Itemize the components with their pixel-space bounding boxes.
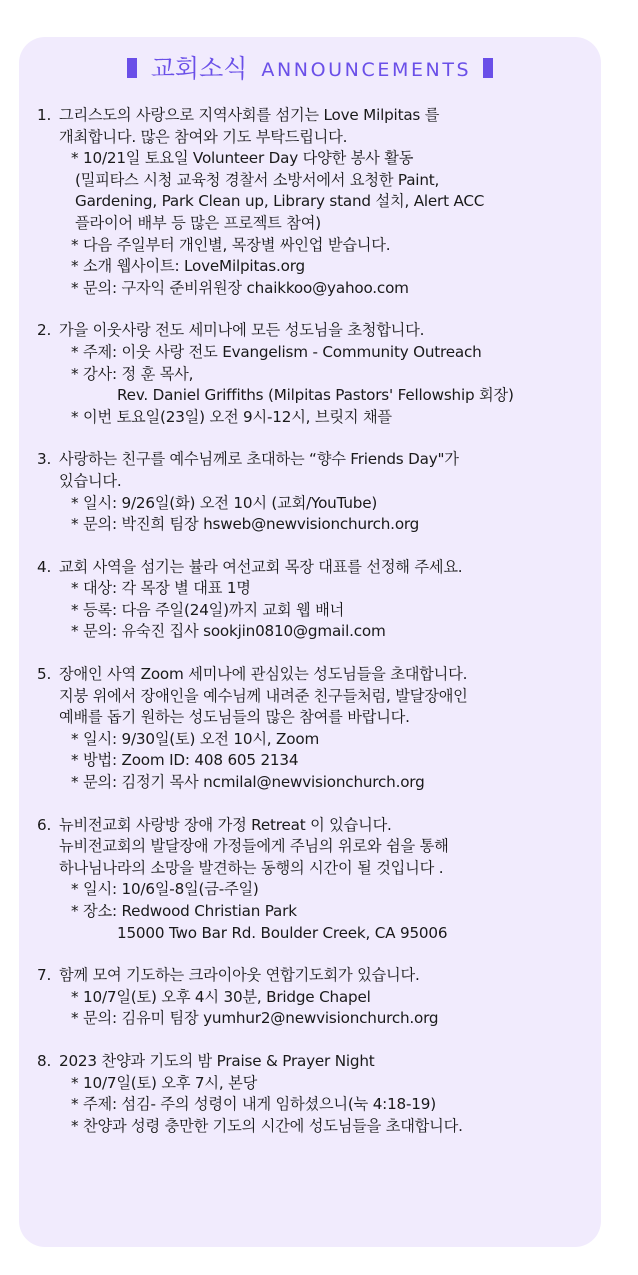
item-line: 있습니다. — [59, 471, 122, 490]
item-line: 함께 모여 기도하는 크라이아웃 연합기도회가 있습니다. — [59, 966, 420, 985]
item-line: * 문의: 김정기 목사 ncmilal@newvisionchurch.org — [71, 773, 425, 792]
announcement-list — [37, 105, 597, 1137]
title-korean: 교회소식 — [150, 54, 248, 83]
item-number: 5. — [37, 665, 52, 684]
item-line: * 10/21일 토요일 Volunteer Day 다양한 봉사 활동 — [71, 149, 414, 168]
item-line: * 10/7일(토) 오후 7시, 본당 — [71, 1073, 258, 1092]
item-line: Rev. Daniel Griffiths (Milpitas Pastors' Fellowship 회장) — [117, 386, 514, 405]
item-line: * 일시: 9/30일(토) 오전 10시, Zoom — [71, 729, 320, 748]
announcement-item-8 — [37, 1051, 597, 1137]
item-line: 하나님나라의 소망을 발견하는 동행의 시간이 될 것입니다 . — [59, 858, 444, 877]
announcements-header — [19, 49, 601, 85]
item-number: 1. — [37, 106, 52, 124]
announcement-item-3 — [37, 449, 597, 535]
item-line: * 장소: Redwood Christian Park — [71, 902, 297, 920]
item-line: * 찬양과 성령 충만한 기도의 시간에 성도님들을 초대합니다. — [71, 1116, 463, 1135]
item-line: * 강사: 정 훈 목사, — [71, 364, 194, 383]
item-line: 플라이어 배부 등 많은 프로젝트 참여) — [75, 213, 321, 232]
item-line: 그리스도의 사랑으로 지역사회를 섬기는 Love Milpitas 를 — [59, 106, 440, 124]
item-line: * 다음 주일부터 개인별, 목장별 싸인업 받습니다. — [71, 235, 391, 254]
item-line: * 문의: 구자익 준비위원장 chaikkoo@yahoo.com — [71, 278, 409, 297]
item-number: 4. — [37, 557, 52, 576]
announcement-item-6 — [37, 815, 597, 945]
item-line: * 주제: 이웃 사랑 전도 Evangelism - Community Outreach — [71, 342, 482, 361]
item-number: 7. — [37, 966, 52, 985]
right-bar-icon — [483, 58, 493, 78]
item-line: * 등록: 다음 주일(24일)까지 교회 웹 배너 — [71, 600, 345, 619]
item-line: 지붕 위에서 장애인을 예수님께 내려준 친구들처럼, 발달장애인 — [59, 686, 468, 705]
announcements-card — [19, 37, 601, 1247]
item-line: (밀피타스 시청 교육청 경찰서 소방서에서 요청한 Paint, — [75, 170, 440, 189]
left-bar-icon — [127, 58, 137, 78]
item-line: * 일시: 9/26일(화) 오전 10시 (교회/YouTube) — [71, 493, 378, 512]
item-line: * 방법: Zoom ID: 408 605 2134 — [71, 751, 299, 770]
item-line: * 문의: 유숙진 집사 sookjin0810@gmail.com — [71, 622, 386, 641]
announcement-item-4 — [37, 557, 597, 643]
item-line: * 문의: 김유미 팀장 yumhur2@newvisionchurch.org — [71, 1009, 439, 1028]
item-line: 사랑하는 친구를 예수님께로 초대하는 “향수 Friends Day"가 — [59, 450, 459, 469]
item-line: * 문의: 박진희 팀장 hsweb@newvisionchurch.org — [71, 515, 420, 534]
item-line: Gardening, Park Clean up, Library stand 설치, Alert ACC — [75, 192, 485, 211]
item-line: 개최합니다. 많은 참여와 기도 부탁드립니다. — [59, 127, 348, 146]
item-line: * 주제: 섬김- 주의 성령이 내게 임하셨으니(눅 4:18-19) — [71, 1095, 436, 1114]
item-line: 예배를 돕기 원하는 성도님들의 많은 참여를 바랍니다. — [59, 708, 410, 727]
announcement-item-5 — [37, 664, 597, 794]
item-line: 가을 이웃사랑 전도 세미나에 모든 성도님을 초청합니다. — [59, 321, 425, 340]
item-line: 교회 사역을 섬기는 뷸라 여선교회 목장 대표를 선정해 주세요. — [59, 557, 463, 576]
item-line: * 대상: 각 목장 별 대표 1명 — [71, 579, 251, 598]
item-line: 뉴비전교회 사랑방 장애 가정 Retreat 이 있습니다. — [59, 815, 392, 834]
item-number: 6. — [37, 815, 52, 834]
item-line: 2023 찬양과 기도의 밤 Praise & Prayer Night — [59, 1051, 375, 1070]
announcement-item-7 — [37, 965, 597, 1030]
announcement-item-1 — [37, 105, 597, 299]
item-line: * 일시: 10/6일-8일(금-주일) — [71, 880, 259, 899]
item-number: 8. — [37, 1051, 52, 1070]
item-line: * 10/7일(토) 오후 4시 30분, Bridge Chapel — [71, 987, 371, 1006]
title-english: ANNOUNCEMENTS — [261, 59, 472, 81]
item-number: 2. — [37, 321, 52, 340]
item-line: 뉴비전교회의 발달장애 가정들에게 주님의 위로와 쉼을 통해 — [59, 837, 449, 856]
item-number: 3. — [37, 450, 52, 469]
item-line: 15000 Two Bar Rd. Boulder Creek, CA 95006 — [117, 923, 448, 942]
item-line: 장애인 사역 Zoom 세미나에 관심있는 성도님들을 초대합니다. — [59, 665, 468, 684]
item-line: * 소개 웹사이트: LoveMilpitas.org — [71, 257, 305, 276]
announcement-item-2 — [37, 320, 597, 428]
item-line: * 이번 토요일(23일) 오전 9시-12시, 브릿지 채플 — [71, 407, 392, 426]
